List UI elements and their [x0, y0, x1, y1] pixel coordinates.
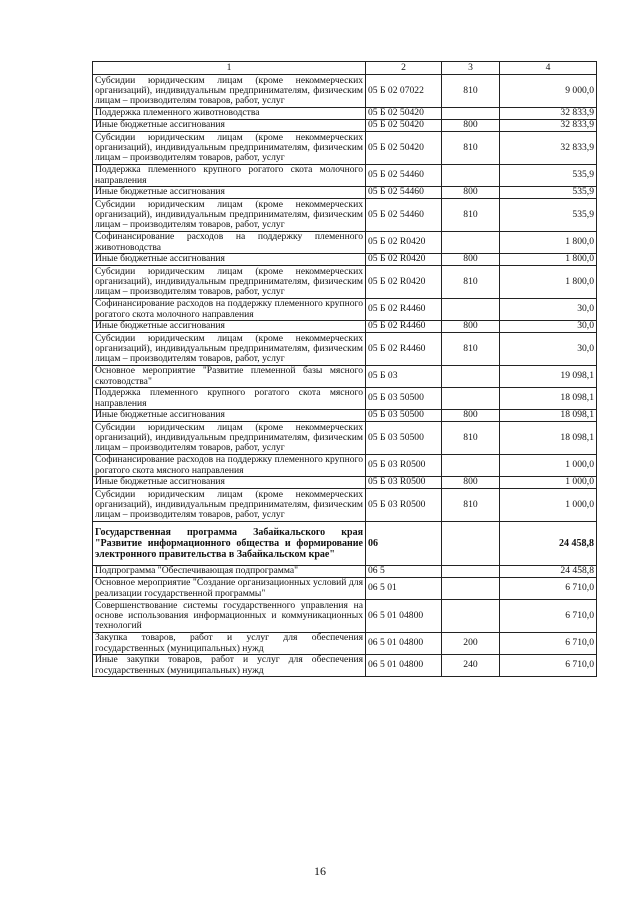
- table-row: [93, 655, 597, 677]
- row-vr-cell: 810: [442, 333, 500, 366]
- row-vr-cell: 810: [442, 422, 500, 455]
- row-name-cell: Софинансирование расходов на поддержку племенного животноводства: [93, 232, 366, 254]
- table-row: [93, 75, 597, 108]
- row-name-cell: Субсидии юридическим лицам (кроме некоммерческих организаций), индивидуальным предпринимателям, физическим лицам – производителям товаров, работ, услуг: [93, 75, 366, 108]
- row-vr-cell: [442, 366, 500, 388]
- row-name-cell: Основное мероприятие "Создание организационных условий для реализации государственной программы": [93, 578, 366, 600]
- row-name-cell: Иные бюджетные ассигнования: [93, 321, 366, 333]
- row-code-cell: 05 Б 03 R0500: [366, 477, 442, 489]
- row-vr-cell: [442, 299, 500, 321]
- table-row: [93, 165, 597, 187]
- row-vr-cell: 240: [442, 655, 500, 677]
- row-name-cell: Субсидии юридическим лицам (кроме некоммерческих организаций), индивидуальным предпринимателям, физическим лицам – производителям товаров, работ, услуг: [93, 333, 366, 366]
- header-col-3: 3: [442, 62, 500, 75]
- table-row: [93, 266, 597, 299]
- row-amount-cell: 24 458,8: [500, 522, 597, 566]
- table-header-row: [93, 62, 597, 75]
- row-name-cell: Поддержка племенного крупного рогатого скота мясного направления: [93, 388, 366, 410]
- row-vr-cell: [442, 578, 500, 600]
- table-row: [93, 477, 597, 489]
- row-code-cell: 06 5 01 04800: [366, 655, 442, 677]
- row-vr-cell: 810: [442, 132, 500, 165]
- row-code-cell: 05 Б 02 R0420: [366, 266, 442, 299]
- row-name-cell: Государственная программа Забайкальского края "Развитие информационного общества и формирование электронного правительства в Забайкальском крае": [93, 522, 366, 566]
- row-name-cell: Субсидии юридическим лицам (кроме некоммерческих организаций), индивидуальным предпринимателям, физическим лицам – производителям товаров, работ, услуг: [93, 489, 366, 522]
- row-vr-cell: [442, 566, 500, 578]
- row-name-cell: Поддержка племенного животноводства: [93, 108, 366, 120]
- table-row: [93, 299, 597, 321]
- row-code-cell: 05 Б 02 R0420: [366, 232, 442, 254]
- row-amount-cell: 30,0: [500, 321, 597, 333]
- row-code-cell: 06 5 01: [366, 578, 442, 600]
- row-code-cell: 05 Б 02 54460: [366, 165, 442, 187]
- row-vr-cell: 800: [442, 410, 500, 422]
- row-code-cell: 05 Б 02 50420: [366, 120, 442, 132]
- row-name-cell: Подпрограмма "Обеспечивающая подпрограмма": [93, 566, 366, 578]
- row-amount-cell: 6 710,0: [500, 600, 597, 633]
- row-amount-cell: 1 000,0: [500, 489, 597, 522]
- row-vr-cell: 200: [442, 633, 500, 655]
- row-name-cell: Субсидии юридическим лицам (кроме некоммерческих организаций), индивидуальным предпринимателям, физическим лицам – производителям товаров, работ, услуг: [93, 199, 366, 232]
- row-name-cell: Иные бюджетные ассигнования: [93, 410, 366, 422]
- row-amount-cell: 535,9: [500, 187, 597, 199]
- table-body: [93, 62, 597, 677]
- row-code-cell: 05 Б 03: [366, 366, 442, 388]
- row-amount-cell: 6 710,0: [500, 578, 597, 600]
- row-name-cell: Субсидии юридическим лицам (кроме некоммерческих организаций), индивидуальным предпринимателям, физическим лицам – производителям товаров, работ, услуг: [93, 266, 366, 299]
- table-row: [93, 232, 597, 254]
- row-vr-cell: [442, 455, 500, 477]
- row-vr-cell: [442, 522, 500, 566]
- header-col-1: 1: [93, 62, 366, 75]
- row-code-cell: 05 Б 03 50500: [366, 422, 442, 455]
- row-amount-cell: 30,0: [500, 299, 597, 321]
- row-name-cell: Софинансирование расходов на поддержку племенного крупного рогатого скота молочного направления: [93, 299, 366, 321]
- row-amount-cell: 32 833,9: [500, 132, 597, 165]
- row-code-cell: 05 Б 03 50500: [366, 388, 442, 410]
- row-vr-cell: [442, 232, 500, 254]
- row-vr-cell: [442, 108, 500, 120]
- row-vr-cell: [442, 388, 500, 410]
- row-code-cell: 05 Б 03 R0500: [366, 489, 442, 522]
- table-row: [93, 566, 597, 578]
- row-vr-cell: 800: [442, 120, 500, 132]
- row-amount-cell: 32 833,9: [500, 120, 597, 132]
- row-code-cell: 05 Б 03 R0500: [366, 455, 442, 477]
- row-vr-cell: 800: [442, 187, 500, 199]
- row-name-cell: Субсидии юридическим лицам (кроме некоммерческих организаций), индивидуальным предпринимателям, физическим лицам – производителям товаров, работ, услуг: [93, 422, 366, 455]
- row-name-cell: Иные бюджетные ассигнования: [93, 120, 366, 132]
- row-name-cell: Иные бюджетные ассигнования: [93, 254, 366, 266]
- row-vr-cell: 800: [442, 321, 500, 333]
- row-amount-cell: 18 098,1: [500, 410, 597, 422]
- row-amount-cell: 1 000,0: [500, 455, 597, 477]
- row-code-cell: 05 Б 02 54460: [366, 187, 442, 199]
- table-row: [93, 522, 597, 566]
- row-amount-cell: 535,9: [500, 199, 597, 232]
- header-col-2: 2: [366, 62, 442, 75]
- row-amount-cell: 18 098,1: [500, 422, 597, 455]
- row-code-cell: 05 Б 02 R4460: [366, 333, 442, 366]
- table-row: [93, 578, 597, 600]
- row-amount-cell: 6 710,0: [500, 655, 597, 677]
- header-col-4: 4: [500, 62, 597, 75]
- row-code-cell: 06: [366, 522, 442, 566]
- table-row: [93, 187, 597, 199]
- row-amount-cell: 1 800,0: [500, 232, 597, 254]
- row-code-cell: 05 Б 02 R4460: [366, 299, 442, 321]
- row-vr-cell: [442, 600, 500, 633]
- row-name-cell: Совершенствование системы государственного управления на основе использования информационных и коммуникационных технологий: [93, 600, 366, 633]
- row-code-cell: 05 Б 02 50420: [366, 132, 442, 165]
- table-row: [93, 108, 597, 120]
- table-row: [93, 132, 597, 165]
- table-row: [93, 455, 597, 477]
- row-amount-cell: 1 000,0: [500, 477, 597, 489]
- table-row: [93, 600, 597, 633]
- page-number: 16: [314, 864, 326, 878]
- row-code-cell: 05 Б 02 54460: [366, 199, 442, 232]
- row-name-cell: Софинансирование расходов на поддержку племенного крупного рогатого скота мясного направления: [93, 455, 366, 477]
- row-code-cell: 06 5: [366, 566, 442, 578]
- table-row: [93, 422, 597, 455]
- row-name-cell: Основное мероприятие "Развитие племенной базы мясного скотоводства": [93, 366, 366, 388]
- row-vr-cell: [442, 165, 500, 187]
- row-code-cell: 06 5 01 04800: [366, 600, 442, 633]
- row-amount-cell: 9 000,0: [500, 75, 597, 108]
- row-amount-cell: 32 833,9: [500, 108, 597, 120]
- row-amount-cell: 19 098,1: [500, 366, 597, 388]
- row-amount-cell: 1 800,0: [500, 266, 597, 299]
- row-code-cell: 05 Б 03 50500: [366, 410, 442, 422]
- table-row: [93, 333, 597, 366]
- row-vr-cell: 810: [442, 199, 500, 232]
- row-vr-cell: 810: [442, 266, 500, 299]
- table-row: [93, 388, 597, 410]
- row-name-cell: Поддержка племенного крупного рогатого скота молочного направления: [93, 165, 366, 187]
- table-row: [93, 633, 597, 655]
- table-row: [93, 489, 597, 522]
- row-name-cell: Иные бюджетные ассигнования: [93, 477, 366, 489]
- row-name-cell: Иные бюджетные ассигнования: [93, 187, 366, 199]
- row-name-cell: Иные закупки товаров, работ и услуг для обеспечения государственных (муниципальных) нужд: [93, 655, 366, 677]
- table-row: [93, 199, 597, 232]
- budget-table: [92, 61, 597, 677]
- row-amount-cell: 1 800,0: [500, 254, 597, 266]
- row-amount-cell: 18 098,1: [500, 388, 597, 410]
- row-amount-cell: 30,0: [500, 333, 597, 366]
- row-name-cell: Закупка товаров, работ и услуг для обеспечения государственных (муниципальных) нужд: [93, 633, 366, 655]
- row-name-cell: Субсидии юридическим лицам (кроме некоммерческих организаций), индивидуальным предпринимателям, физическим лицам – производителям товаров, работ, услуг: [93, 132, 366, 165]
- row-amount-cell: 6 710,0: [500, 633, 597, 655]
- row-code-cell: 06 5 01 04800: [366, 633, 442, 655]
- row-amount-cell: 24 458,8: [500, 566, 597, 578]
- table-row: [93, 120, 597, 132]
- row-code-cell: 05 Б 02 50420: [366, 108, 442, 120]
- table-row: [93, 410, 597, 422]
- row-vr-cell: 800: [442, 477, 500, 489]
- table-row: [93, 366, 597, 388]
- row-vr-cell: 810: [442, 489, 500, 522]
- row-code-cell: 05 Б 02 R4460: [366, 321, 442, 333]
- row-amount-cell: 535,9: [500, 165, 597, 187]
- row-code-cell: 05 Б 02 R0420: [366, 254, 442, 266]
- table-row: [93, 321, 597, 333]
- table-row: [93, 254, 597, 266]
- row-vr-cell: 800: [442, 254, 500, 266]
- row-vr-cell: 810: [442, 75, 500, 108]
- row-code-cell: 05 Б 02 07022: [366, 75, 442, 108]
